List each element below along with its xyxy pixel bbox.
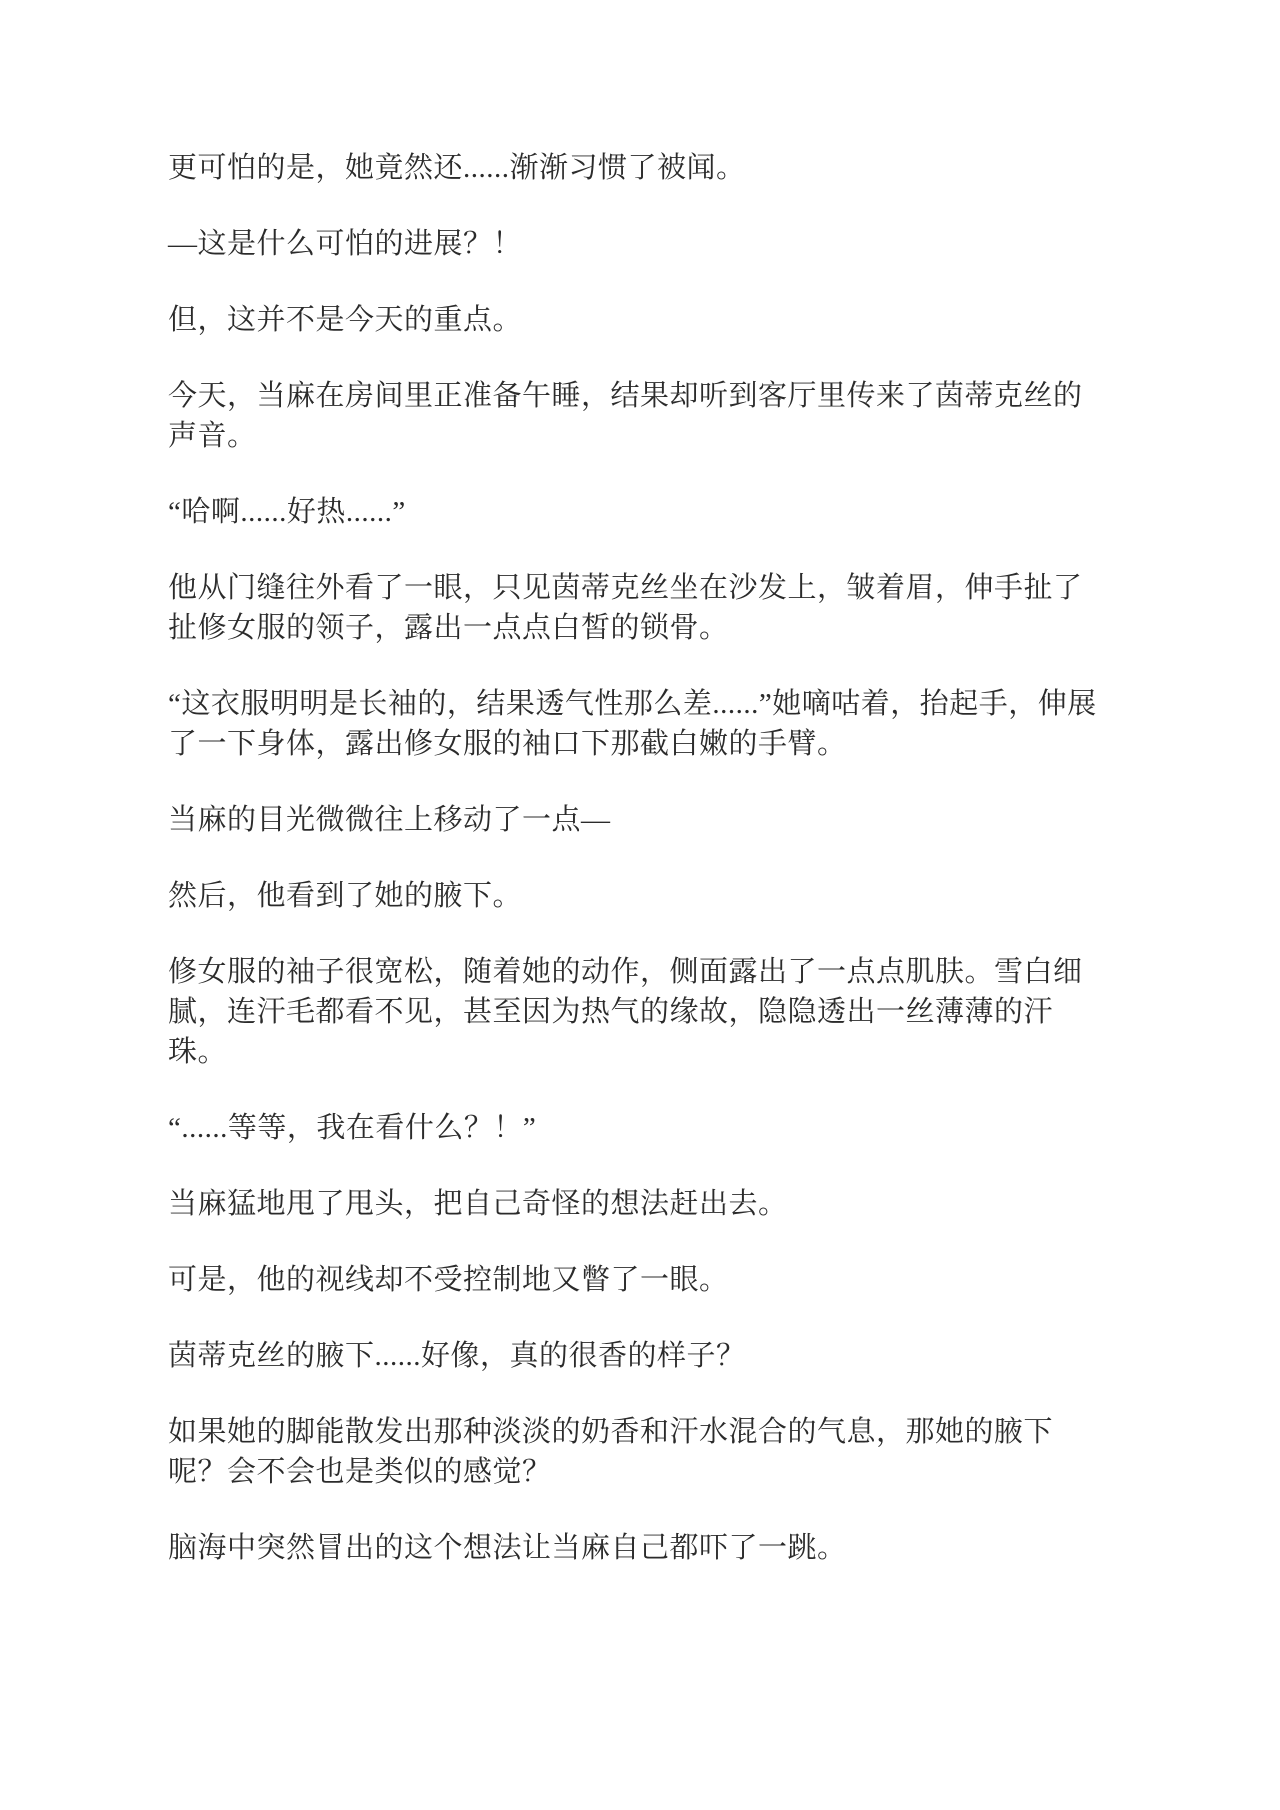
paragraph xyxy=(168,224,1118,264)
text-line: 他从门缝往外看了一眼，只见茵蒂克丝坐在沙发上，皱着眉，伸手扯了 xyxy=(168,572,1083,604)
text-line: 然后，他看到了她的腋下。 xyxy=(168,880,523,912)
text-line: 当麻的目光微微往上移动了一点— xyxy=(168,804,611,836)
paragraph xyxy=(168,684,1118,764)
text-content xyxy=(168,148,1118,1604)
text-line: 茵蒂克丝的腋下......好像，真的很香的样子？ xyxy=(168,1340,746,1372)
text-line: “哈啊......好热......” xyxy=(168,496,406,528)
text-line: 腻，连汗毛都看不见，甚至因为热气的缘故，隐隐透出一丝薄薄的汗 xyxy=(168,996,1054,1028)
text-line: “这衣服明明是长袖的，结果透气性那么差......”她嘀咕着，抬起手，伸展 xyxy=(168,688,1097,720)
paragraph xyxy=(168,1412,1118,1492)
paragraph xyxy=(168,876,1118,916)
paragraph xyxy=(168,800,1118,840)
paragraph xyxy=(168,148,1118,188)
paragraph xyxy=(168,1528,1118,1568)
text-line: 但，这并不是今天的重点。 xyxy=(168,304,523,336)
text-line: —这是什么可怕的进展？！ xyxy=(168,228,523,260)
text-line: 可是，他的视线却不受控制地又瞥了一眼。 xyxy=(168,1264,729,1296)
paragraph xyxy=(168,952,1118,1072)
text-line: 了一下身体，露出修女服的袖口下那截白嫩的手臂。 xyxy=(168,728,847,760)
text-line: 当麻猛地甩了甩头，把自己奇怪的想法赶出去。 xyxy=(168,1188,788,1220)
paragraph xyxy=(168,376,1118,456)
text-line: 呢？会不会也是类似的感觉？ xyxy=(168,1456,552,1488)
text-line: 扯修女服的领子，露出一点点白皙的锁骨。 xyxy=(168,612,729,644)
paragraph xyxy=(168,1108,1118,1148)
text-line: 如果她的脚能散发出那种淡淡的奶香和汗水混合的气息，那她的腋下 xyxy=(168,1416,1054,1448)
text-line: 更可怕的是，她竟然还......渐渐习惯了被闻。 xyxy=(168,152,746,184)
paragraph xyxy=(168,1184,1118,1224)
paragraph xyxy=(168,300,1118,340)
text-line: 修女服的袖子很宽松，随着她的动作，侧面露出了一点点肌肤。雪白细 xyxy=(168,956,1083,988)
text-line: 脑海中突然冒出的这个想法让当麻自己都吓了一跳。 xyxy=(168,1532,847,1564)
paragraph xyxy=(168,568,1118,648)
text-line: 珠。 xyxy=(168,1036,228,1068)
paragraph xyxy=(168,492,1118,532)
text-line: 声音。 xyxy=(168,420,257,452)
text-line: 今天，当麻在房间里正准备午睡，结果却听到客厅里传来了茵蒂克丝的 xyxy=(168,380,1083,412)
paragraph xyxy=(168,1336,1118,1376)
paragraph xyxy=(168,1260,1118,1300)
text-line: “......等等，我在看什么？！” xyxy=(168,1112,537,1144)
